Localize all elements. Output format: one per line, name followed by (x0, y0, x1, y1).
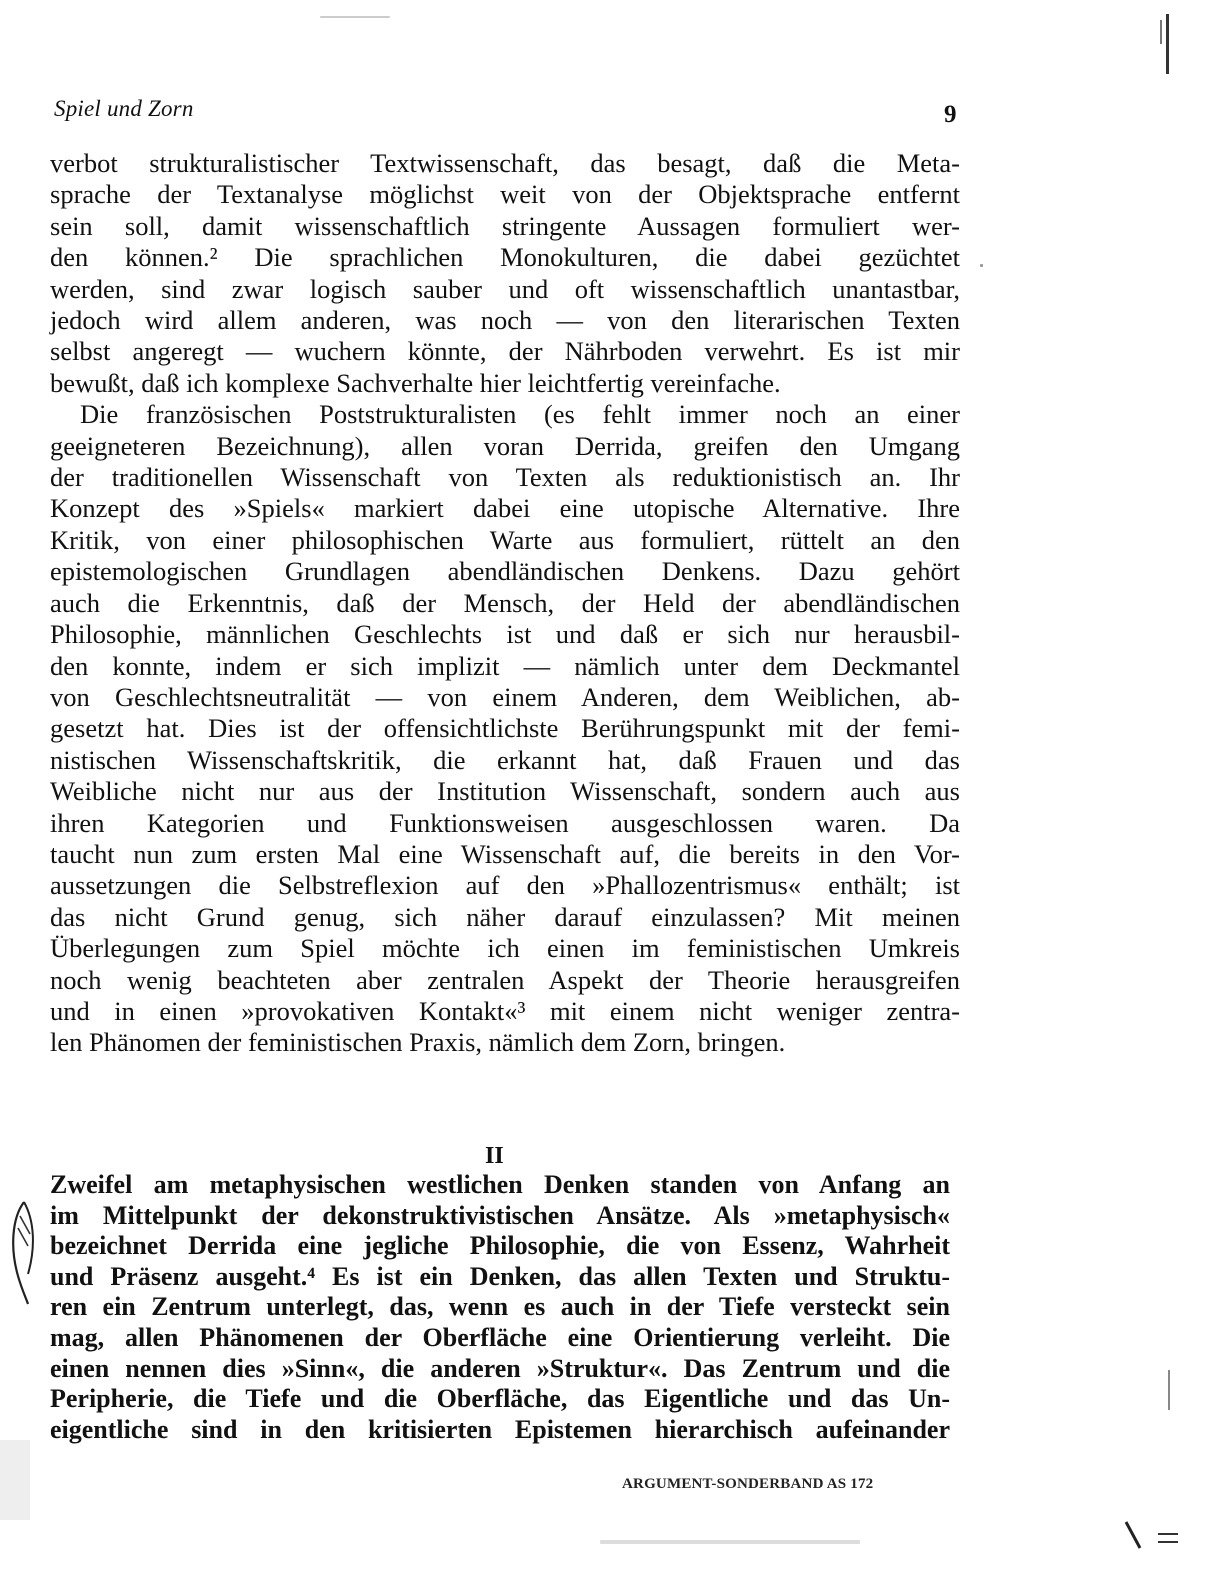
text-line: gesetzt hat. Dies ist der offensichtlichste Berührungspunkt mit der femi- (50, 713, 960, 744)
text-line: nistischen Wissenschaftskritik, die erkannt hat, daß Frauen und das (50, 744, 960, 775)
body-text-top (50, 148, 960, 1059)
text-line: bewußt, daß ich komplexe Sachverhalte hier leichtfertig vereinfache. (50, 367, 781, 398)
text-line: Konzept des »Spiels« markiert dabei eine utopische Alternative. Ihre (50, 493, 960, 524)
scan-speckle (980, 264, 983, 267)
page-number: 9 (944, 101, 957, 128)
scan-edge-mark (1168, 1370, 1170, 1410)
running-title: Spiel und Zorn (54, 96, 194, 121)
text-line: Zweifel am metaphysischen westlichen Denken standen von Anfang an (50, 1170, 950, 1199)
text-line: und Präsenz ausgeht.⁴ Es ist ein Denken, das allen Texten und Struktu- (50, 1261, 950, 1291)
text-line: das nicht Grund genug, sich näher darauf einzulassen? Mit meinen (50, 901, 960, 932)
text-line: Weibliche nicht nur aus der Institution Wissenschaft, sondern auch aus (50, 776, 960, 807)
text-line: Kritik, von einer philosophischen Warte aus formuliert, rüttelt an den (50, 524, 960, 555)
text-line: im Mittelpunkt der dekonstruktivistischen Ansätze. Als »metaphysisch« (50, 1200, 950, 1230)
text-line: aussetzungen die Selbstreflexion auf den »Phallozentrismus« enthält; ist (50, 870, 960, 901)
text-line: Überlegungen zum Spiel möchte ich einen im feministischen Umkreis (50, 933, 960, 964)
section-heading: II (485, 1143, 504, 1169)
scan-speckle (0, 1440, 30, 1520)
text-line: selbst angeregt — wuchern könnte, der Nährboden verwehrt. Es ist mir (50, 336, 960, 367)
scan-speckle (600, 1540, 860, 1544)
text-line: der traditionellen Wissenschaft von Texten als reduktionistisch an. Ihr (50, 462, 960, 493)
text-line: jedoch wird allem anderen, was noch — von den literarischen Texten (50, 305, 960, 336)
text-line: len Phänomen der feministischen Praxis, nämlich dem Zorn, bringen. (50, 1027, 786, 1058)
text-line: auch die Erkenntnis, daß der Mensch, der Held der abendländischen (50, 587, 960, 618)
handwritten-margin-mark (6, 1198, 44, 1308)
scan-edge-mark (1160, 20, 1162, 44)
text-line: den konnte, indem er sich implizit — nämlich unter dem Deckmantel (50, 650, 960, 681)
text-line: eigentliche sind in den kritisierten Epistemen hierarchisch aufeinander (50, 1414, 950, 1444)
text-line: sein soll, damit wissenschaftlich stringente Aussagen formuliert wer- (50, 210, 960, 241)
text-line: geeigneteren Bezeichnung), allen voran Derrida, greifen den Umgang (50, 430, 960, 461)
scan-edge-mark (1166, 14, 1169, 74)
text-line: einen nennen dies »Sinn«, die anderen »Struktur«. Das Zentrum und die (50, 1353, 950, 1383)
text-line: Die französischen Poststrukturalisten (es fehlt immer noch an einer (80, 399, 960, 430)
text-line: taucht nun zum ersten Mal eine Wissenschaft auf, die bereits in den Vor- (50, 838, 960, 869)
text-line: von Geschlechtsneutralität — von einem Anderen, dem Weiblichen, ab- (50, 681, 960, 712)
text-line: Peripherie, die Tiefe und die Oberfläche, das Eigentliche und das Un- (50, 1384, 950, 1414)
text-line: ren ein Zentrum unterlegt, das, wenn es auch in der Tiefe versteckt sein (50, 1292, 950, 1322)
text-line: den können.² Die sprachlichen Monokulturen, die dabei gezüchtet (50, 242, 960, 273)
body-text-section-ii (50, 1170, 950, 1445)
text-line: sprache der Textanalyse möglichst weit von der Objektsprache entfernt (50, 179, 960, 210)
footer-series-imprint: ARGUMENT-SONDERBAND AS 172 (622, 1476, 874, 1492)
text-line: verbot strukturalistischer Textwissenschaft, das besagt, daß die Meta- (50, 148, 960, 178)
text-line: und in einen »provokativen Kontakt«³ mit einem nicht weniger zentra- (50, 995, 960, 1026)
text-line: mag, allen Phänomenen der Oberfläche eine Orientierung verleiht. Die (50, 1322, 950, 1352)
scan-corner-mark (1118, 1518, 1198, 1558)
text-line: noch wenig beachteten aber zentralen Aspekt der Theorie herausgreifen (50, 964, 960, 995)
text-line: epistemologischen Grundlagen abendländischen Denkens. Dazu gehört (50, 556, 960, 587)
text-line: ihren Kategorien und Funktionsweisen ausgeschlossen waren. Da (50, 807, 960, 838)
text-line: werden, sind zwar logisch sauber und oft wissenschaftlich unantastbar, (50, 273, 960, 304)
scan-speckle (320, 16, 390, 18)
text-line: bezeichnet Derrida eine jegliche Philosophie, die von Essenz, Wahrheit (50, 1231, 950, 1261)
text-line: Philosophie, männlichen Geschlechts ist und daß er sich nur herausbil- (50, 619, 960, 650)
